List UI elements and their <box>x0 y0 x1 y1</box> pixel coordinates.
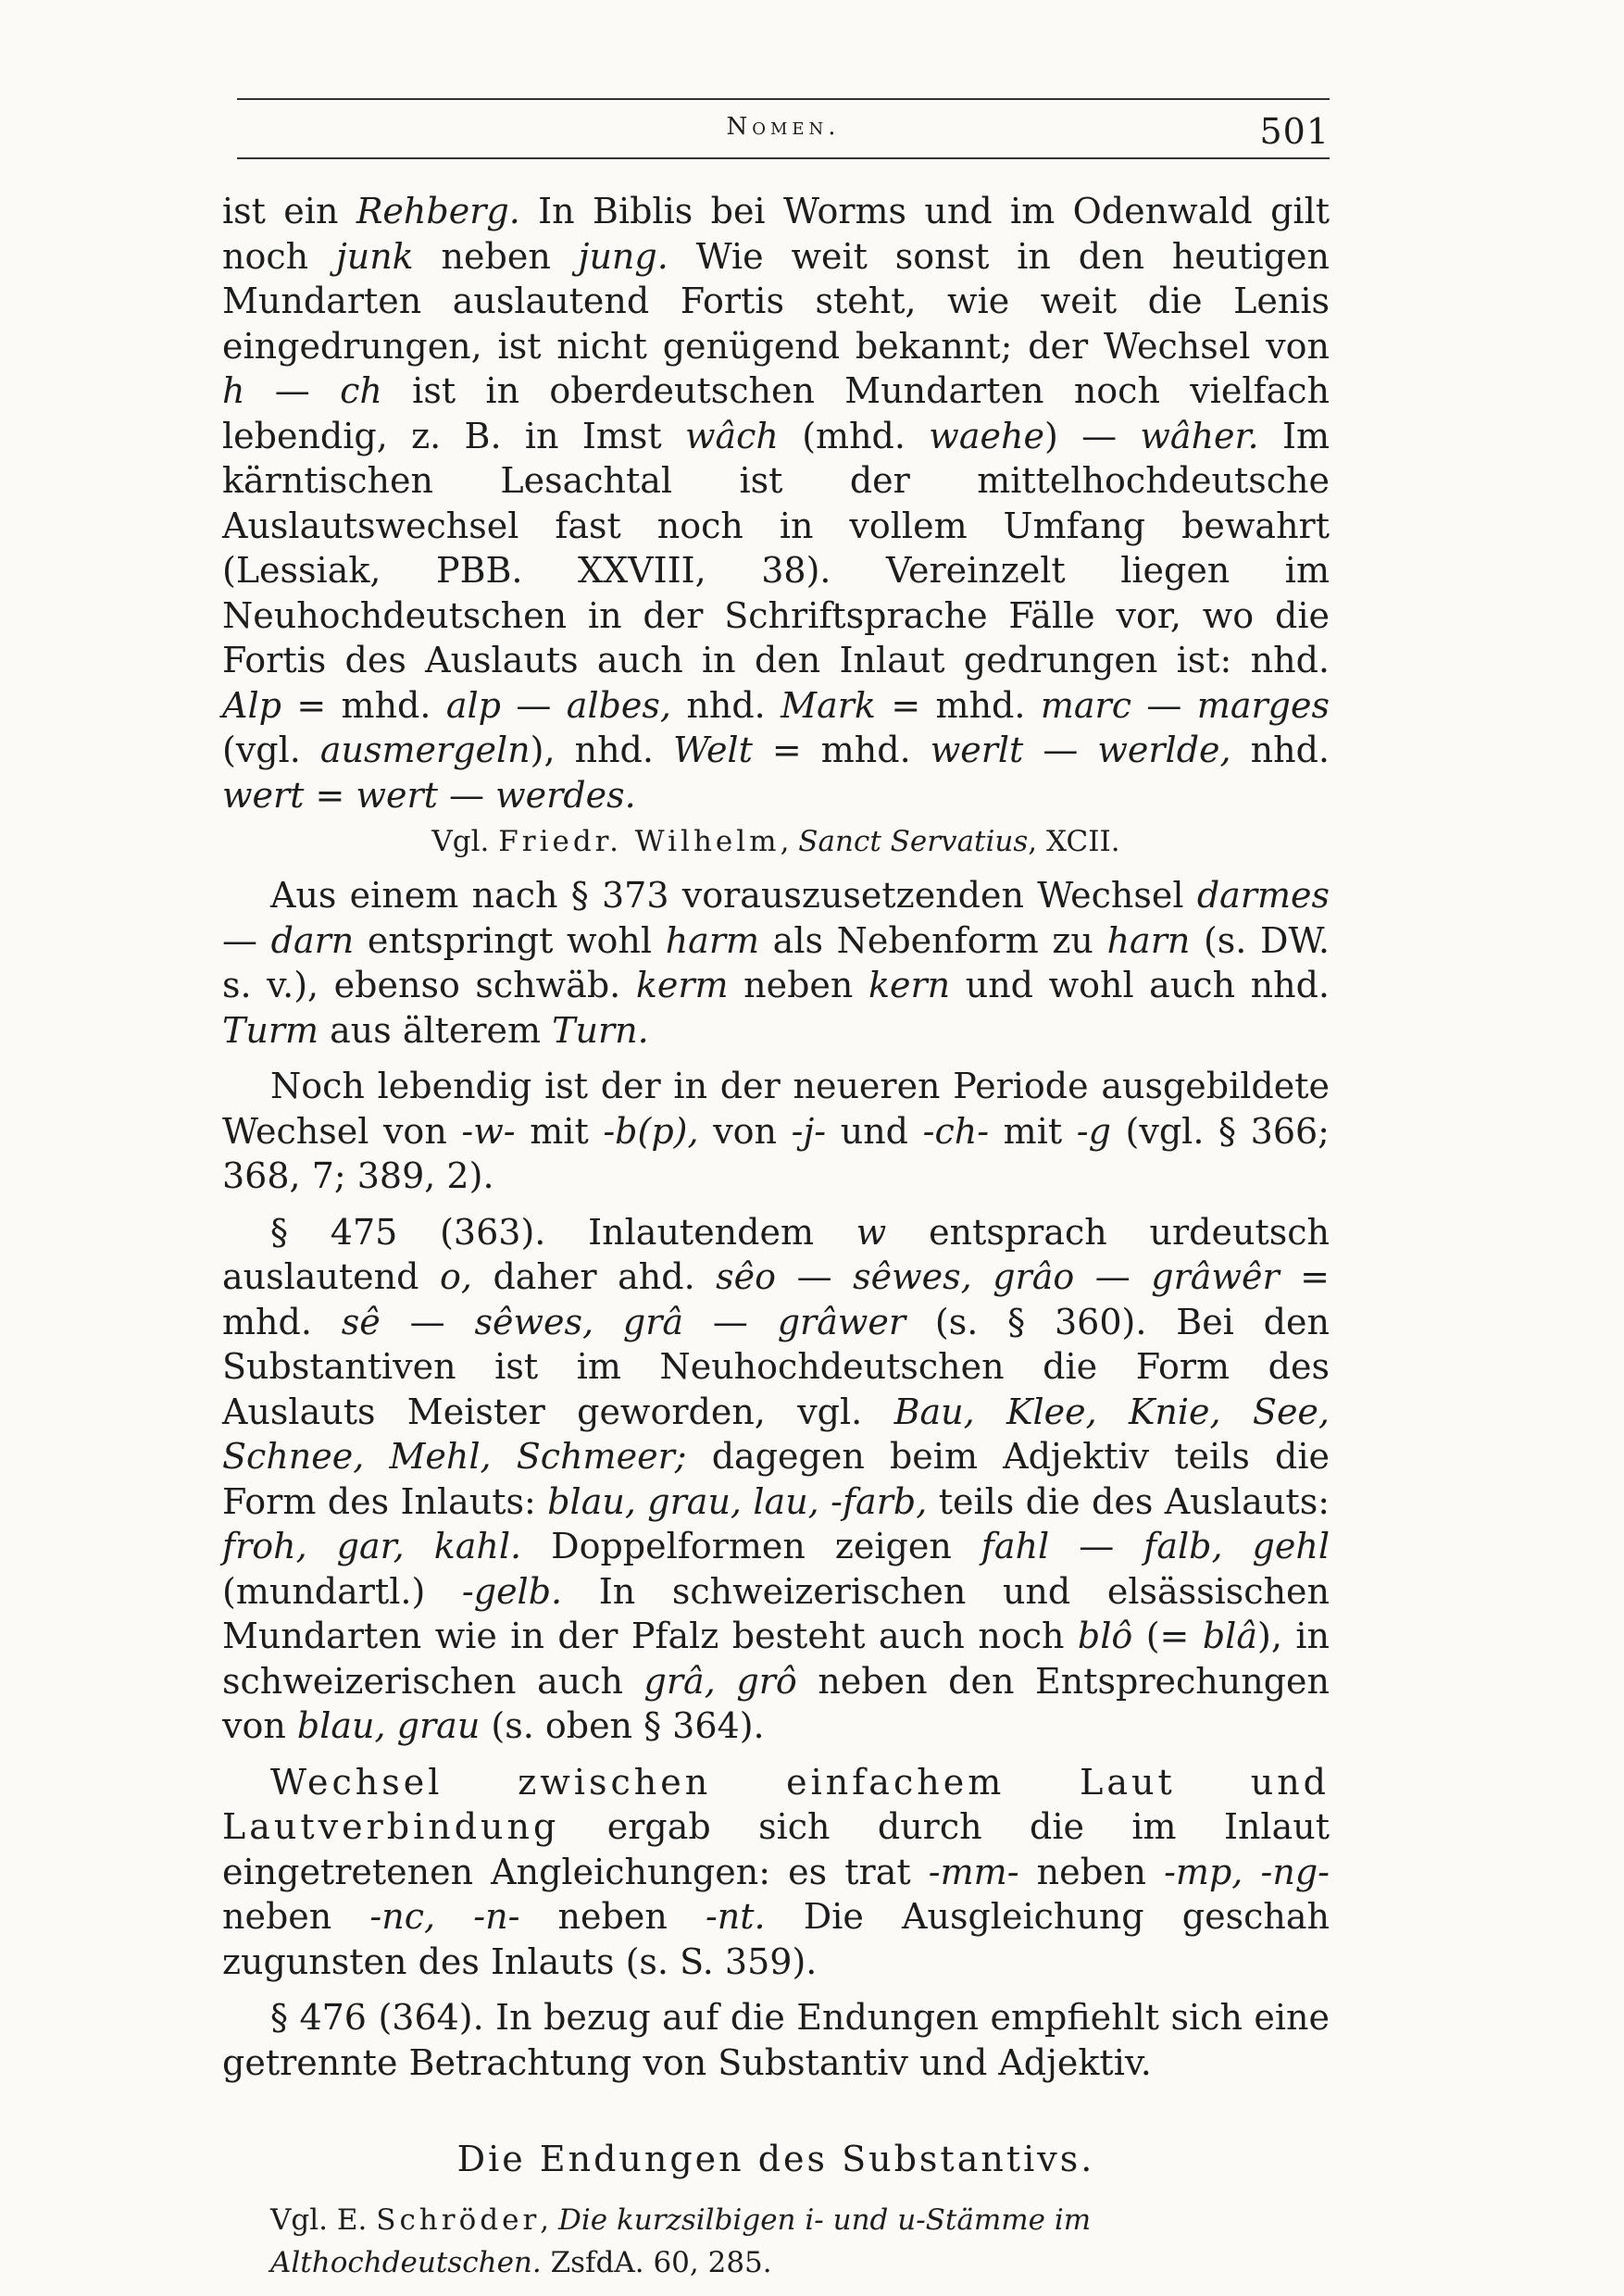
italic-run: froh, gar, kahl. <box>222 1526 522 1566</box>
italic-run: -mp, <box>1164 1851 1243 1892</box>
text-run: ist in oberdeutschen Mundarten noch vielfach lebendig, z. B. in Imst <box>222 370 1330 456</box>
italic-run: -b(p), <box>603 1110 699 1152</box>
text-run: — <box>222 919 271 961</box>
paragraph <box>222 873 1330 1053</box>
italic-run: grâwer <box>777 1301 906 1342</box>
note-title: Sanct Servatius <box>798 825 1029 858</box>
note-prefix: Vgl. <box>431 825 499 858</box>
note-author: Friedr. Wilhelm <box>498 825 781 858</box>
italic-run: -g <box>1076 1110 1111 1152</box>
text-run: (mundartl.) <box>222 1570 462 1612</box>
text-run: neben <box>222 1896 370 1937</box>
text-run: — <box>244 370 341 411</box>
section-heading: Die Endungen des Substantivs. <box>456 2139 1095 2179</box>
text-run: von <box>698 1110 792 1152</box>
text-run: teils die des Auslauts: <box>927 1480 1330 1522</box>
text-run: = mhd. <box>875 684 1041 726</box>
italic-run: marc <box>1040 684 1131 726</box>
note-sep: , <box>780 825 799 858</box>
text-run: — <box>1023 730 1098 770</box>
italic-run: -ch- <box>922 1110 990 1152</box>
text-run: Wie weit sonst in den heutigen Mundarten auslautend Fortis steht, wie weit die Lenis eingedrungen, ist nicht genügend bekannt; der Wechsel von <box>222 235 1330 367</box>
italic-run: wâher. <box>1140 415 1259 456</box>
text-run: = <box>304 774 356 816</box>
text-run: (s. DW. s. v.), ebenso schwäb. <box>222 919 1330 1005</box>
text-run: (s. oben § 364). <box>480 1705 765 1746</box>
text-run: Im kärntischen Lesachtal ist der mittelhochdeutsche Auslautswechsel fast noch in vollem Umfang bewahrt (Lessiak, PBB. XXVIII, 38). Vereinzelt liegen im Neuhochdeutschen in der Schriftsprache Fälle vor, wo die Fortis des Auslauts auch in den Inlaut gedrungen ist: nhd. <box>222 415 1330 680</box>
text-run: (vgl. § 366; 368, 7; 389, 2). <box>222 1110 1330 1196</box>
paragraph <box>222 1760 1330 1985</box>
text-run: Aus einem nach § 373 vorauszusetzenden Wechsel <box>270 875 1197 916</box>
body-text <box>222 189 1330 2284</box>
note-author: Schröder <box>376 2202 541 2237</box>
paragraph <box>222 189 1330 817</box>
italic-run: ch <box>340 370 382 411</box>
italic-run: werdes. <box>495 774 636 816</box>
text-run: neben <box>519 1896 706 1937</box>
text-run: ergab sich durch die im Inlaut eingetretenen Angleichungen: es trat <box>222 1806 1330 1892</box>
paragraph <box>222 1210 1330 1749</box>
italic-run: o, <box>440 1256 472 1297</box>
text-run: (mhd. <box>778 415 930 456</box>
italic-run: -nt. <box>705 1896 766 1937</box>
text-run: — <box>501 684 567 726</box>
header-rule-top <box>237 98 1330 100</box>
text-run: = mhd. <box>281 684 446 726</box>
italic-run: ausmergeln <box>319 730 531 770</box>
text-run: neben <box>413 235 579 277</box>
italic-run: darn <box>270 919 355 961</box>
text-run: = mhd. <box>222 1256 1330 1342</box>
page-number: 501 <box>1259 111 1330 152</box>
italic-run: grâo <box>993 1256 1075 1297</box>
italic-run: grâwêr <box>1151 1256 1280 1297</box>
italic-run: -gelb. <box>461 1570 563 1612</box>
text-run: ) — <box>1043 415 1141 456</box>
italic-run: albes, <box>566 684 671 726</box>
text-run: = mhd. <box>752 730 931 770</box>
text-run: — <box>1074 1256 1152 1297</box>
italic-run: wâch <box>684 415 779 456</box>
running-title: Nomen. <box>726 113 841 141</box>
text-run <box>972 1256 993 1297</box>
italic-run: waehe <box>929 415 1044 456</box>
text-run: neben <box>1018 1851 1165 1892</box>
note-suffix: ZsfdA. 60, 285. <box>541 2245 772 2279</box>
text-run: mit <box>989 1110 1077 1152</box>
footnote-reference <box>222 821 1330 862</box>
italic-run: Rehberg. <box>356 191 520 231</box>
text-run: In Biblis bei Worms und im Odenwald gilt noch <box>222 191 1330 277</box>
italic-run: junk <box>335 235 414 277</box>
text-run <box>593 1302 623 1342</box>
text-run: — <box>437 774 496 816</box>
italic-run: -mm- <box>928 1851 1019 1892</box>
note-prefix: Vgl. E. <box>270 2202 377 2237</box>
text-run: § 476 (364). In bezug auf die Endungen empfiehlt sich eine getrennte Betrachtung von Substantiv und Adjektiv. <box>222 1997 1330 2083</box>
italic-run: Turn. <box>552 1009 649 1051</box>
text-run: — <box>1131 684 1197 726</box>
text-run: — <box>776 1256 854 1297</box>
text-run: § 475 (363). Inlautendem <box>270 1211 856 1253</box>
text-run: entsprach urdeutsch auslautend <box>222 1211 1330 1297</box>
italic-run: blô <box>1077 1616 1133 1656</box>
italic-run: w <box>856 1211 887 1253</box>
italic-run: Alp <box>222 684 281 726</box>
italic-run: kern <box>868 965 951 1005</box>
note-title: Die kurzsilbigen i- und u-Stämme im Althochdeutschen. <box>270 2202 1092 2279</box>
text-run: (s. § 360). Bei den Substantiven ist im Neuhochdeutschen die Form des Auslauts Meister geworden, vgl. <box>222 1301 1330 1432</box>
italic-run: harn <box>1106 919 1191 961</box>
italic-run: wert <box>356 774 438 816</box>
italic-run: jung. <box>578 235 668 277</box>
text-run: und <box>826 1110 923 1152</box>
text-run: (vgl. <box>222 730 320 770</box>
text-run: Doppelformen zeigen <box>521 1526 981 1566</box>
italic-run: blau, grau, lau, -farb, <box>547 1480 928 1522</box>
italic-run: darmes <box>1196 875 1330 916</box>
italic-run: sêwes, <box>853 1256 972 1297</box>
text-run: (= <box>1132 1616 1203 1656</box>
italic-run: grâ, grô <box>643 1660 797 1702</box>
text-run: aus älterem <box>319 1009 553 1051</box>
italic-run: Mark <box>781 684 876 726</box>
note-suffix: , XCII. <box>1028 825 1120 858</box>
running-head <box>237 109 1330 150</box>
italic-run: marges <box>1196 684 1330 726</box>
text-run: — <box>683 1301 778 1342</box>
spaced-run: Wechsel zwischen einfachem Laut und Lautverbindung <box>222 1761 1330 1847</box>
text-run: daher ahd. <box>471 1256 717 1297</box>
text-run: ), nhd. <box>530 730 673 770</box>
italic-run: falb, gehl <box>1143 1526 1330 1566</box>
text-run: neben den Entsprechungen von <box>222 1660 1330 1746</box>
italic-run: -ng- <box>1260 1851 1330 1892</box>
text-run: und wohl auch nhd. <box>950 965 1330 1005</box>
text-run: dagegen beim Adjektiv teils die Form des Inlauts: <box>222 1436 1330 1522</box>
italic-run: Welt <box>672 730 753 770</box>
text-run: neben <box>728 965 868 1005</box>
italic-run: alp <box>445 684 501 726</box>
italic-run: fahl <box>981 1526 1050 1566</box>
text-run: entspringt wohl <box>354 919 666 961</box>
italic-run: werlde, <box>1097 730 1231 770</box>
italic-run: -w- <box>461 1110 516 1152</box>
text-run <box>1243 1852 1260 1892</box>
text-run: ist ein <box>222 191 356 231</box>
note-sep: , <box>540 2202 558 2237</box>
text-run: nhd. <box>1230 730 1330 770</box>
italic-run: sê <box>341 1301 381 1342</box>
italic-run: h <box>222 370 245 411</box>
paragraph <box>222 1064 1330 1199</box>
italic-run: werlt <box>930 730 1024 770</box>
paragraph <box>222 1995 1330 2085</box>
italic-run: harm <box>665 919 760 961</box>
text-run: In schweizerischen und elsässischen Mundarten wie in der Pfalz besteht auch noch <box>222 1570 1330 1656</box>
italic-run: kerm <box>635 965 729 1005</box>
italic-run: sêwes, <box>474 1301 594 1342</box>
italic-run: -n- <box>473 1896 520 1937</box>
text-run <box>435 1896 473 1937</box>
text-run: — <box>380 1301 475 1342</box>
italic-run: Turm <box>222 1009 319 1051</box>
text-run: — <box>1049 1526 1144 1566</box>
text-run: mit <box>515 1110 604 1152</box>
italic-run: wert <box>222 774 305 816</box>
italic-run: blau, grau <box>296 1705 481 1746</box>
italic-run: -nc, <box>369 1896 436 1937</box>
text-run: als Nebenform zu <box>759 919 1107 961</box>
text-run: Noch lebendig ist der in der neueren Periode ausgebildete Wechsel von <box>222 1066 1330 1152</box>
text-run: nhd. <box>671 684 781 726</box>
header-rule-bottom <box>237 157 1330 159</box>
text-run: Die Ausgleichung geschah zugunsten des Inlauts (s. S. 359). <box>222 1896 1330 1982</box>
italic-run: Bau, Klee, Knie, See, Schnee, Mehl, Schmeer; <box>222 1391 1330 1477</box>
italic-run: grâ <box>622 1301 684 1342</box>
italic-run: sêo <box>716 1256 777 1297</box>
text-run: ), in schweizerischen auch <box>222 1616 1330 1702</box>
italic-run: -j- <box>791 1110 827 1152</box>
italic-run: blâ <box>1202 1616 1257 1656</box>
bibliography-note <box>222 2199 1330 2284</box>
